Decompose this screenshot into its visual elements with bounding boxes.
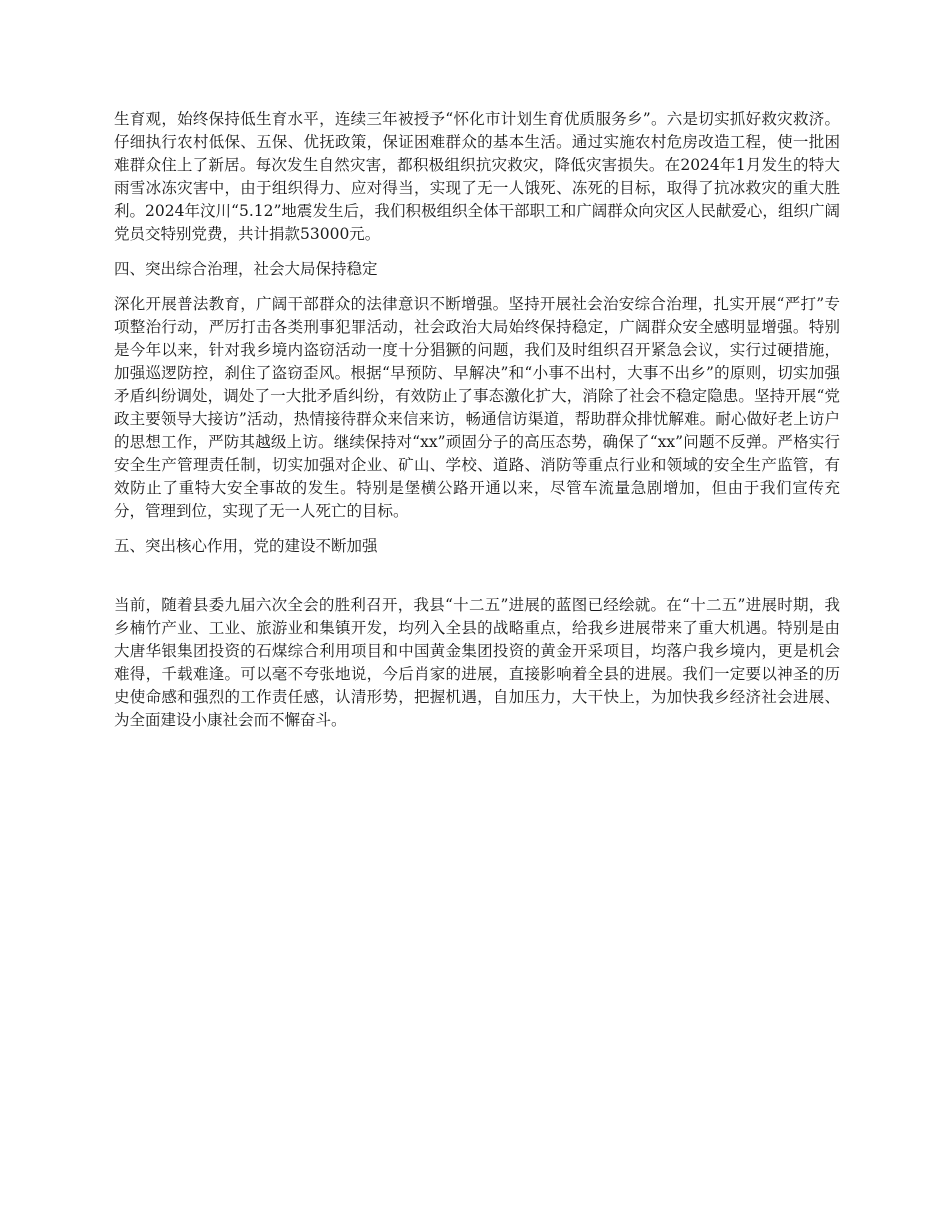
section-heading-comprehensive-governance: 四、突出综合治理，社会大局保持稳定 (114, 260, 378, 278)
blank-gap (114, 570, 840, 594)
document-body (114, 108, 840, 744)
section-heading-party-building: 五、突出核心作用，党的建设不断加强 (114, 537, 378, 555)
paragraph-social-stability: 深化开展普法教育，广阔干部群众的法律意识不断增强。坚持开展社会治安综合治理，扎实开展“严打”专项整治行动，严厉打击各类刑事犯罪活动，社会政治大局始终保持稳定，广阔群众安全感明显增强。特别是今年以来，针对我乡境内盗窃活动一度十分猖獗的问题，我们及时组织召开紧急会议，实行过硬措施，加强巡逻防控，刹住了盗窃歪风。根据“早预防、早解决”和“小事不出村，大事不出乡”的原则，切实加强矛盾纠纷调处，调处了一大批矛盾纠纷，有效防止了事态激化扩大，消除了社会不稳定隐患。坚持开展“党政主要领导大接访”活动，热情接待群众来信来访，畅通信访渠道，帮助群众排忧解难。耐心做好老上访户的思想工作，严防其越级上访。继续保持对“xx”顽固分子的高压态势，确保了“xx”问题不反弹。严格实行安全生产管理责任制，切实加强对企业、矿山、学校、道路、消防等重点行业和领域的安全生产监管，有效防止了重特大安全事故的发生。特别是堡横公路开通以来，尽管车流量急剧增加，但由于我们宣传充分，管理到位，实现了无一人死亡的目标。 (114, 295, 840, 520)
paragraph-development-outlook: 当前，随着县委九届六次全会的胜利召开，我县“十二五”进展的蓝图已经绘就。在“十二五”进展时期，我乡楠竹产业、工业、旅游业和集镇开发，均列入全县的战略重点，给我乡进展带来了重大机遇。特别是由大唐华银集团投资的石煤综合利用项目和中国黄金集团投资的黄金开采项目，均落户我乡境内，更是机会难得，千载难逢。可以毫不夸张地说，今后肖家的进展，直接影响着全县的进展。我们一定要以神圣的历史使命感和强烈的工作责任感，认清形势，把握机遇，自加压力，大干快上，为加快我乡经济社会进展、为全面建设小康社会而不懈奋斗。 (114, 596, 840, 729)
paragraph-disaster-relief: 生育观，始终保持低生育水平，连续三年被授予“怀化市计划生育优质服务乡”。六是切实抓好救灾救济。仔细执行农村低保、五保、优抚政策，保证困难群众的基本生活。通过实施农村危房改造工程，使一批困难群众住上了新居。每次发生自然灾害，都积极组织抗灾救灾，降低灾害损失。在2024年1月发生的特大雨雪冰冻灾害中，由于组织得力、应对得当，实现了无一人饿死、冻死的目标，取得了抗冰救灾的重大胜利。2024年汶川“5.12”地震发生后，我们积极组织全体干部职工和广阔群众向灾区人民献爱心，组织广阔党员交特别党费，共计捐款53000元。 (114, 110, 840, 243)
